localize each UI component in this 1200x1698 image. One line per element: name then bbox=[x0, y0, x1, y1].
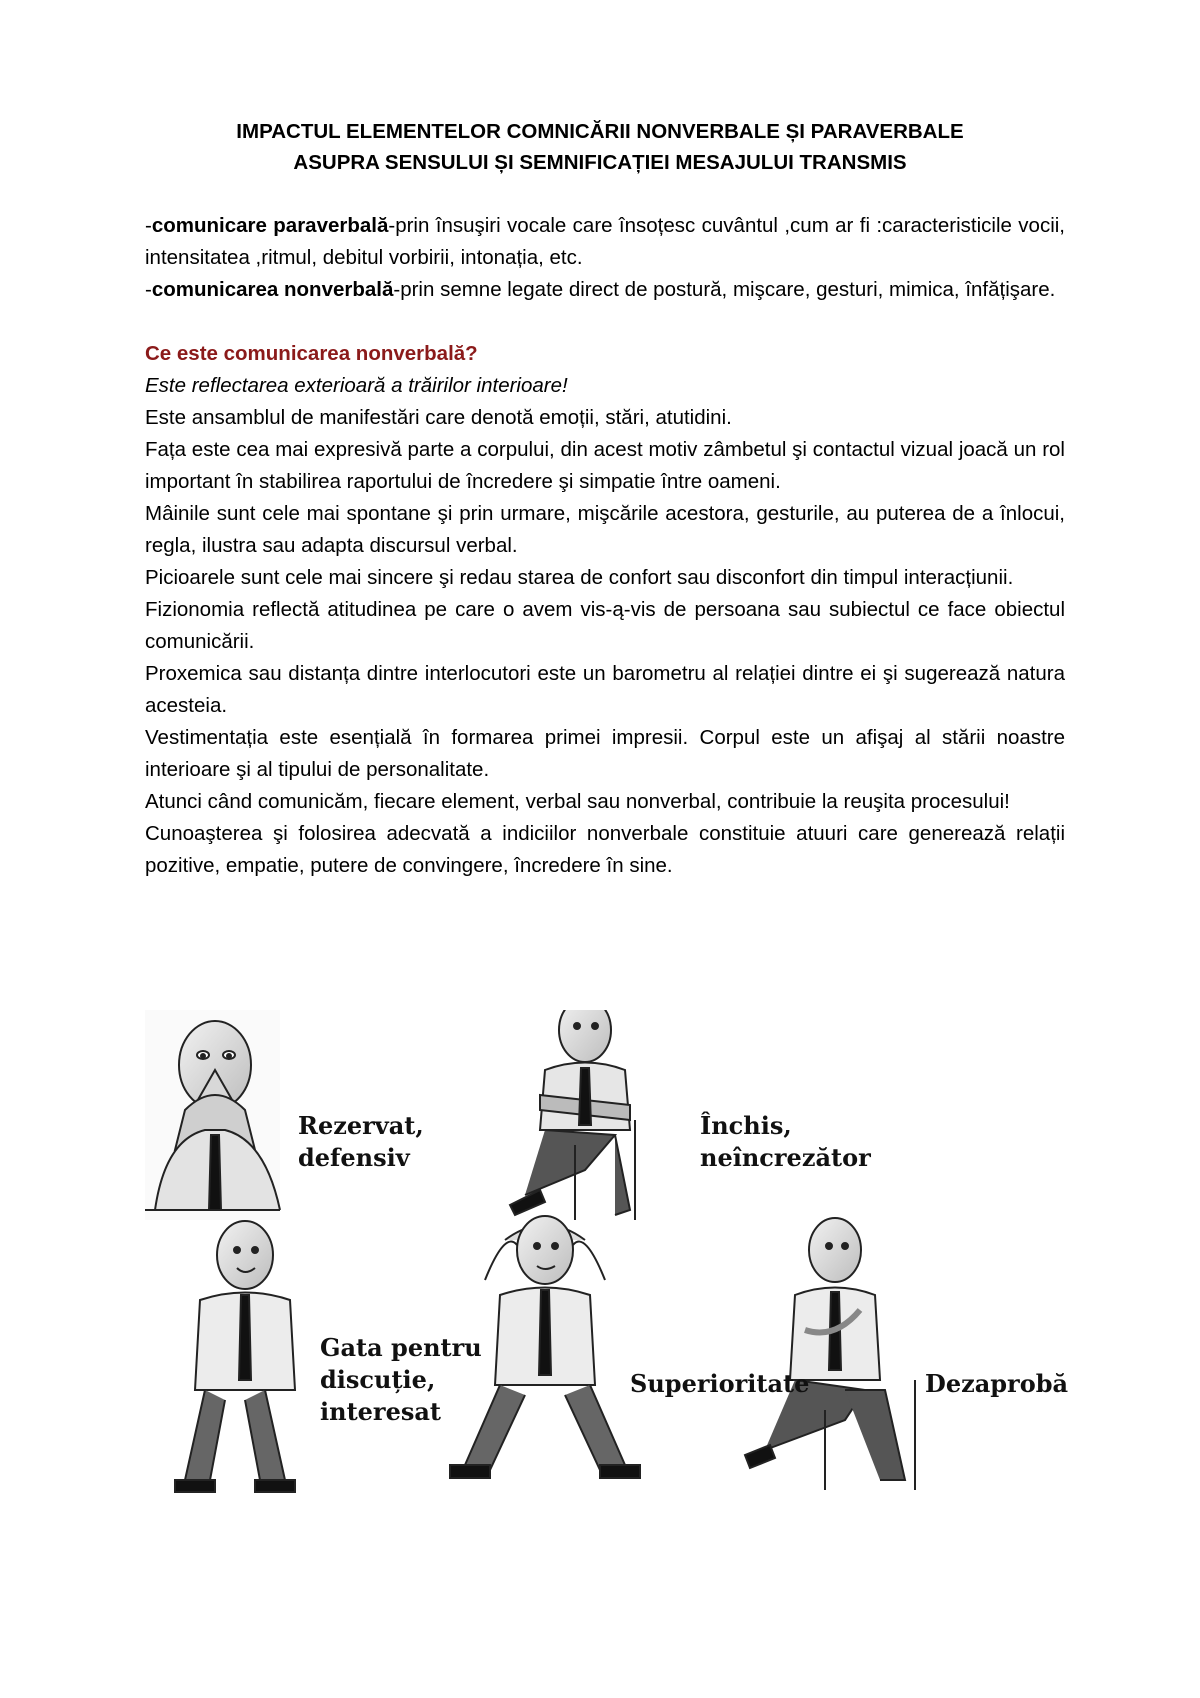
figure-ready-interested bbox=[175, 1221, 295, 1492]
definition-dash: - bbox=[145, 214, 152, 237]
definition-term-paraverbal: comunicare paraverbală bbox=[151, 214, 389, 237]
paragraph: Vestimentația este esențială în formarea primei impresii. Corpul este un afişaj al stării noastre interioare şi al tipului de personalitate. bbox=[145, 726, 1065, 781]
definition-term-nonverbal: comunicarea nonverbală bbox=[151, 278, 394, 301]
label-superioritate: Superioritate bbox=[630, 1369, 810, 1398]
title-line-2: ASUPRA SENSULUI ȘI SEMNIFICAȚIEI MESAJULUI TRANSMIS bbox=[293, 151, 907, 174]
section-heading: Ce este comunicarea nonverbală? bbox=[145, 342, 478, 365]
paragraph: Este ansamblul de manifestări care denotă emoții, stări, atutidini. bbox=[145, 406, 732, 429]
paragraph: Fața este cea mai expresivă parte a corpului, din acest motiv zâmbetul şi contactul vizual joacă un rol important în stabilirea raportului de încredere şi simpatie între oameni. bbox=[145, 438, 1065, 493]
label-rezervat: Rezervat, defensiv bbox=[298, 1111, 424, 1172]
paragraph: Proxemica sau distanța dintre interlocutori este un barometru al relației dintre ei şi sugerează natura acesteia. bbox=[145, 662, 1065, 717]
paragraph: Mâinile sunt cele mai spontane şi prin urmare, mişcările acestora, gesturile, au puterea de a înlocui, regla, ilustra sau adapta discursul verbal. bbox=[145, 502, 1065, 557]
definition-text-nonverbal: -prin semne legate direct de postură, mişcare, gesturi, mimica, înfățişare. bbox=[393, 278, 1056, 301]
figure-reserved-defensive bbox=[145, 1010, 280, 1220]
figure-closed-distrustful bbox=[510, 1010, 635, 1220]
label-gata: Gata pentru discuție, interesat bbox=[320, 1333, 482, 1426]
paragraph: Picioarele sunt cele mai sincere şi redau starea de confort sau disconfort din timpul interacțiunii. bbox=[145, 566, 1014, 589]
definition-paraverbal bbox=[145, 210, 1065, 274]
label-dezaproba: Dezaprobă bbox=[925, 1369, 1069, 1398]
definition-nonverbal bbox=[145, 274, 1065, 306]
label-inchis: Închis, neîncrezător bbox=[700, 1111, 871, 1172]
definition-dash: - bbox=[145, 278, 152, 301]
paragraph: Fizionomia reflectă atitudinea pe care o avem vis-ą-vis de persoana sau subiectul ce face obiectul comunicării. bbox=[145, 598, 1065, 653]
section-italic-line: Este reflectarea exterioară a trăirilor interioare! bbox=[145, 374, 568, 397]
figure-disapproval bbox=[745, 1218, 915, 1490]
document-body bbox=[145, 210, 1065, 882]
illustration-drawings bbox=[145, 1010, 1095, 1580]
body-language-illustration bbox=[145, 1010, 1095, 1580]
paragraph: Cunoaşterea şi folosirea adecvată a indiciilor nonverbale constituie atuuri care generează relații pozitive, empatie, putere de convingere, încredere în sine. bbox=[145, 822, 1065, 877]
document-title bbox=[145, 116, 1055, 178]
definition-text-paraverbal: -prin însuşiri vocale care însoțesc cuvântul ,cum ar fi :caracteristicile vocii, intensitatea ,ritmul, debitul vorbirii, intonația, etc. bbox=[145, 214, 1065, 269]
title-line-1: IMPACTUL ELEMENTELOR COMNICĂRII NONVERBALE ȘI PARAVERBALE bbox=[236, 120, 964, 143]
paragraph: Atunci când comunicăm, fiecare element, verbal sau nonverbal, contribuie la reuşita procesului! bbox=[145, 790, 1010, 813]
